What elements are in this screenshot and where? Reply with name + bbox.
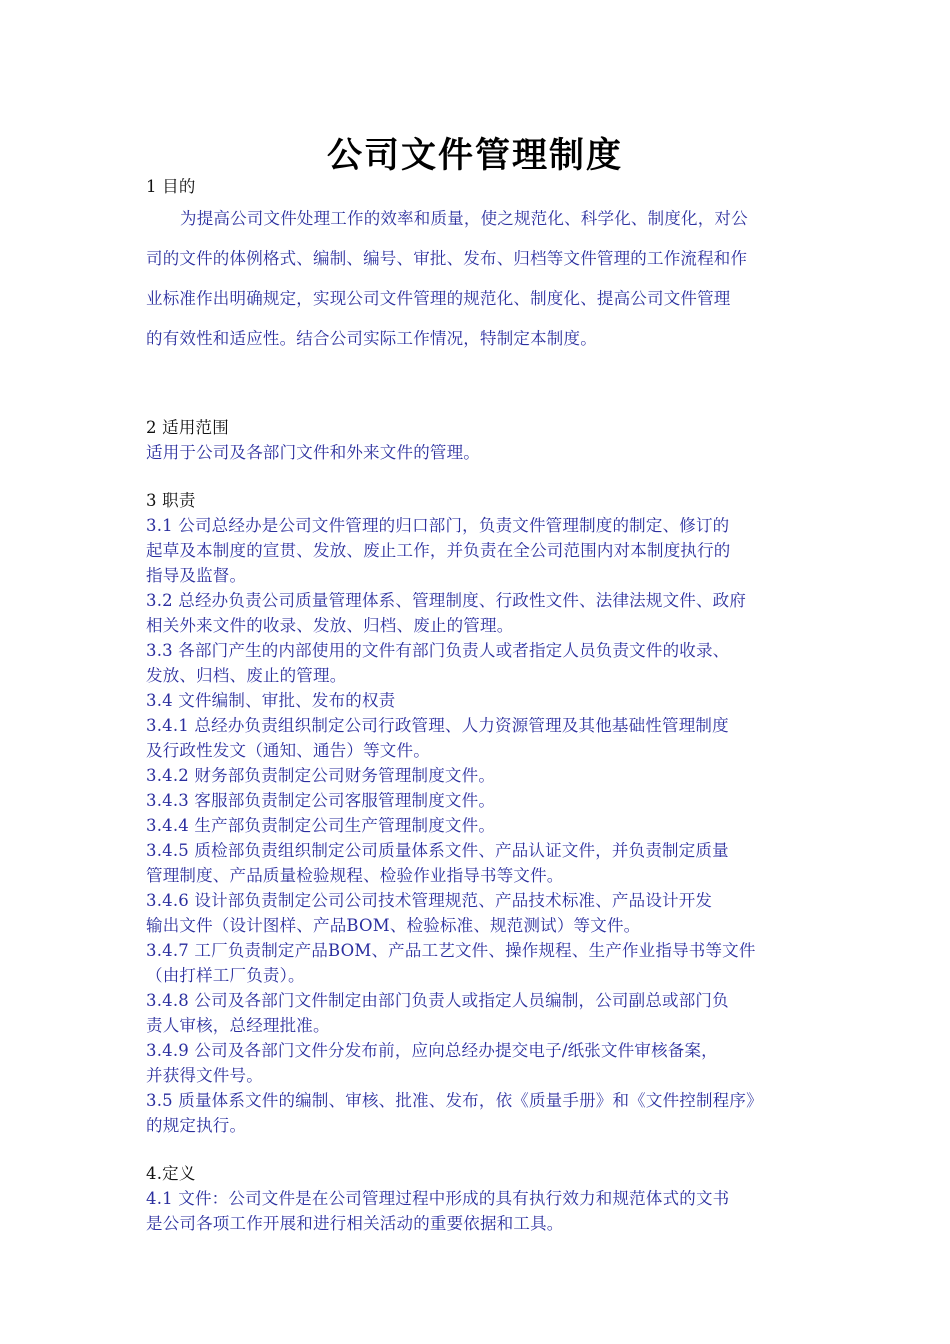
document-body bbox=[146, 174, 808, 1236]
paragraph-line: 为提高公司文件处理工作的效率和质量，使之规范化、科学化、制度化，对公 bbox=[180, 209, 748, 228]
paragraph-line: 4.1 文件：公司文件是在公司管理过程中形成的具有执行效力和规范体式的文书 bbox=[146, 1189, 730, 1208]
section-heading-definitions: 4.定义 bbox=[146, 1164, 196, 1183]
paragraph-line: 3.4.7 工厂负责制定产品BOM、产品工艺文件、操作规程、生产作业指导书等文件 bbox=[146, 941, 756, 960]
paragraph-line: 业标准作出明确规定，实现公司文件管理的规范化、制度化、提高公司文件管理 bbox=[146, 289, 731, 308]
paragraph-line: （由打样工厂负责）。 bbox=[146, 966, 305, 985]
paragraph-line: 司的文件的体例格式、编制、编号、审批、发布、归档等文件管理的工作流程和作 bbox=[146, 249, 748, 268]
paragraph-line: 3.4.6 设计部负责制定公司公司技术管理规范、产品技术标准、产品设计开发 bbox=[146, 891, 713, 910]
paragraph-line: 适用于公司及各部门文件和外来文件的管理。 bbox=[146, 443, 480, 462]
responsibilities-list bbox=[146, 513, 808, 1138]
purpose-paragraph bbox=[146, 199, 808, 359]
paragraph-line: 3.4.5 质检部负责组织制定公司质量体系文件、产品认证文件，并负责制定质量 bbox=[146, 841, 729, 860]
paragraph-line: 管理制度、产品质量检验规程、检验作业指导书等文件。 bbox=[146, 866, 564, 885]
paragraph-line: 3.3 各部门产生的内部使用的文件有部门负责人或者指定人员负责文件的收录、 bbox=[146, 641, 730, 660]
document-title: 公司文件管理制度 bbox=[326, 135, 623, 176]
paragraph-line: 3.2 总经办负责公司质量管理体系、管理制度、行政性文件、法律法规文件、政府 bbox=[146, 591, 747, 610]
paragraph-line: 输出文件（设计图样、产品BOM、检验标准、规范测试）等文件。 bbox=[146, 916, 641, 935]
paragraph-line: 的规定执行。 bbox=[146, 1116, 247, 1135]
paragraph-line: 3.4.9 公司及各部门文件分发布前，应向总经办提交电子/纸张文件审核备案， bbox=[146, 1041, 718, 1060]
paragraph-line: 的有效性和适应性。结合公司实际工作情况，特制定本制度。 bbox=[146, 329, 597, 348]
paragraph-line: 3.4.4 生产部负责制定公司生产管理制度文件。 bbox=[146, 816, 496, 835]
section-heading-scope: 2 适用范围 bbox=[146, 418, 229, 437]
paragraph-line: 3.1 公司总经办是公司文件管理的归口部门，负责文件管理制度的制定、修订的 bbox=[146, 516, 730, 535]
paragraph-line: 3.4.3 客服部负责制定公司客服管理制度文件。 bbox=[146, 791, 496, 810]
spacer bbox=[146, 1138, 808, 1161]
paragraph-line: 起草及本制度的宣贯、发放、废止工作，并负责在全公司范围内对本制度执行的 bbox=[146, 541, 731, 560]
section-heading-purpose: 1 目的 bbox=[146, 177, 196, 196]
paragraph-line: 相关外来文件的收录、发放、归档、废止的管理。 bbox=[146, 616, 514, 635]
paragraph-line: 是公司各项工作开展和进行相关活动的重要依据和工具。 bbox=[146, 1214, 564, 1233]
paragraph-line: 发放、归档、废止的管理。 bbox=[146, 666, 347, 685]
paragraph-line: 3.4.8 公司及各部门文件制定由部门负责人或指定人员编制，公司副总或部门负 bbox=[146, 991, 729, 1010]
paragraph-line: 3.5 质量体系文件的编制、审核、批准、发布，依《质量手册》和《文件控制程序》 bbox=[146, 1091, 763, 1110]
paragraph-line: 及行政性发文（通知、通告）等文件。 bbox=[146, 741, 430, 760]
spacer bbox=[146, 359, 808, 415]
paragraph-line: 3.4.2 财务部负责制定公司财务管理制度文件。 bbox=[146, 766, 496, 785]
paragraph-line: 3.4.1 总经办负责组织制定公司行政管理、人力资源管理及其他基础性管理制度 bbox=[146, 716, 729, 735]
paragraph-line: 责人审核，总经理批准。 bbox=[146, 1016, 330, 1035]
spacer bbox=[146, 465, 808, 488]
paragraph-line: 指导及监督。 bbox=[146, 566, 247, 585]
section-heading-responsibilities: 3 职责 bbox=[146, 491, 196, 510]
paragraph-line: 3.4 文件编制、审批、发布的权责 bbox=[146, 691, 396, 710]
paragraph-line: 并获得文件号。 bbox=[146, 1066, 263, 1085]
